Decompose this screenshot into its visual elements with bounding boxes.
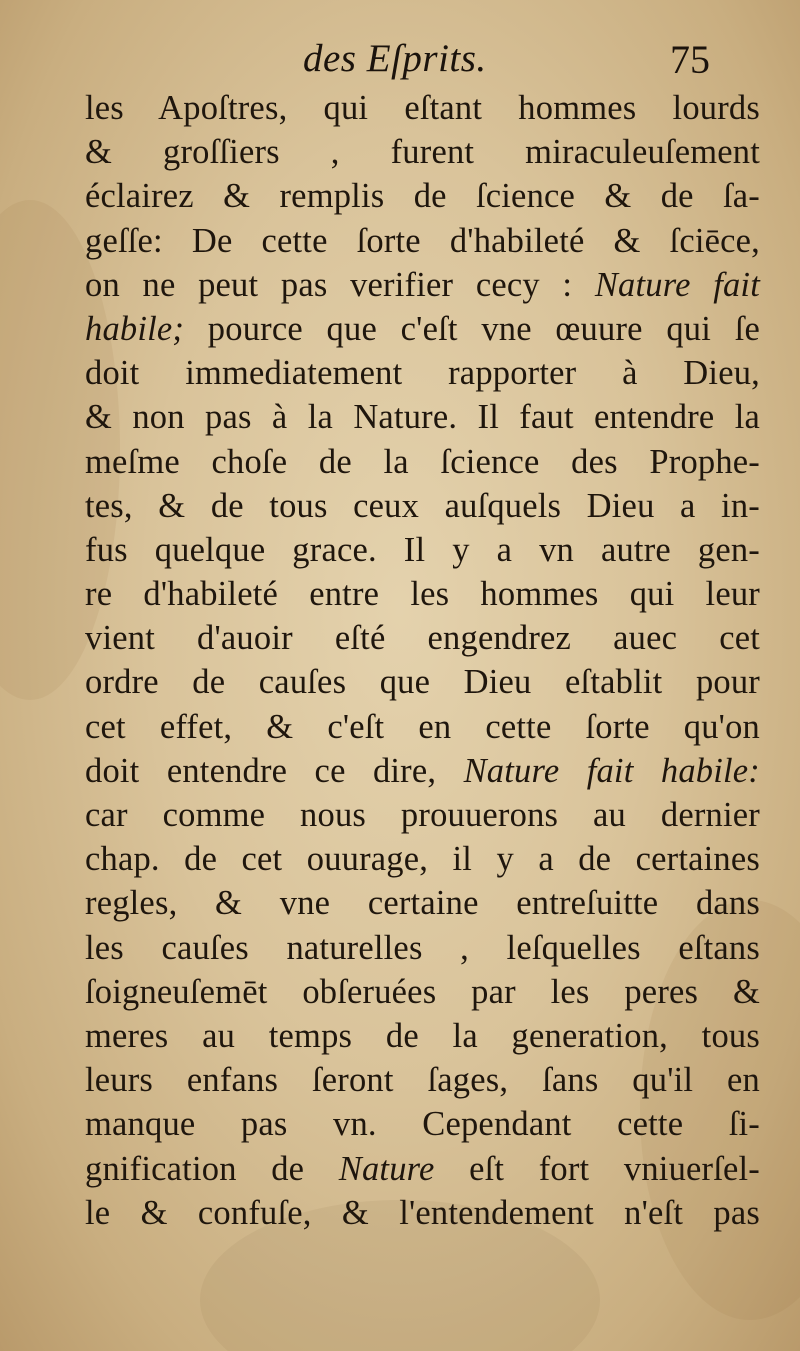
text-line: geſſe: De cette ſorte d'habileté & ſciēce, — [85, 221, 760, 260]
text-line: leurs enfans ſeront ſages, ſans qu'il en — [85, 1061, 760, 1100]
text-line: le & confuſe, & l'entendement n'eſt pas — [85, 1193, 760, 1232]
text-line: éclairez & remplis de ſcience & de ſa- — [85, 177, 760, 216]
body-text — [85, 86, 760, 1235]
text-line: & non pas à la Nature. Il faut entendre la — [85, 398, 760, 437]
text-line: regles, & vne certaine entreſuitte dans — [85, 884, 760, 923]
text-line: re d'habileté entre les hommes qui leur — [85, 575, 760, 614]
italic-phrase: Nature — [338, 1149, 435, 1188]
text-line: cet effet, & c'eſt en cette ſorte qu'on — [85, 707, 760, 746]
text-line: meres au temps de la generation, tous — [85, 1016, 760, 1055]
text-line: car comme nous prouuerons au dernier — [85, 796, 760, 834]
text-line: chap. de cet ouurage, il y a de certaines — [85, 840, 760, 879]
text-line: les Apoſtres, qui eſtant hommes lourds — [85, 89, 760, 127]
italic-phrase: Nature fait habile: — [463, 751, 760, 790]
text-line: tes, & de tous ceux auſquels Dieu a in- — [85, 486, 760, 525]
text-line: ordre de cauſes que Dieu eſtablit pour — [85, 663, 760, 702]
italic-phrase: Nature fait — [594, 265, 761, 304]
text-line: doit immediatement rapporter à Dieu, — [85, 354, 760, 393]
text-line: gnification de Nature eſt fort vniuerſel- — [85, 1149, 760, 1188]
text-line: fus quelque grace. Il y a vn autre gen- — [85, 530, 760, 569]
text-line: on ne peut pas verifier cecy : Nature fait — [85, 265, 761, 304]
italic-phrase: habile; — [85, 309, 185, 348]
text-line: vient d'auoir eſté engendrez auec cet — [85, 619, 760, 658]
page-number: 75 — [670, 37, 710, 82]
page-header — [0, 30, 800, 90]
text-line: habile; pource que c'eſt vne œuure qui ſe — [85, 309, 760, 348]
text-line: meſme choſe de la ſcience des Prophe- — [85, 442, 760, 481]
text-line: les cauſes naturelles , leſquelles eſtans — [85, 928, 760, 967]
text-line: manque pas vn. Cependant cette ſi- — [85, 1105, 760, 1144]
text-line: doit entendre ce dire, Nature fait habile: — [85, 751, 760, 790]
text-line: ſoigneuſemēt obſeruées par les peres & — [85, 972, 760, 1011]
text-line: & groſſiers , furent miraculeuſement — [85, 133, 760, 172]
running-title: des Eſprits. — [303, 37, 487, 80]
